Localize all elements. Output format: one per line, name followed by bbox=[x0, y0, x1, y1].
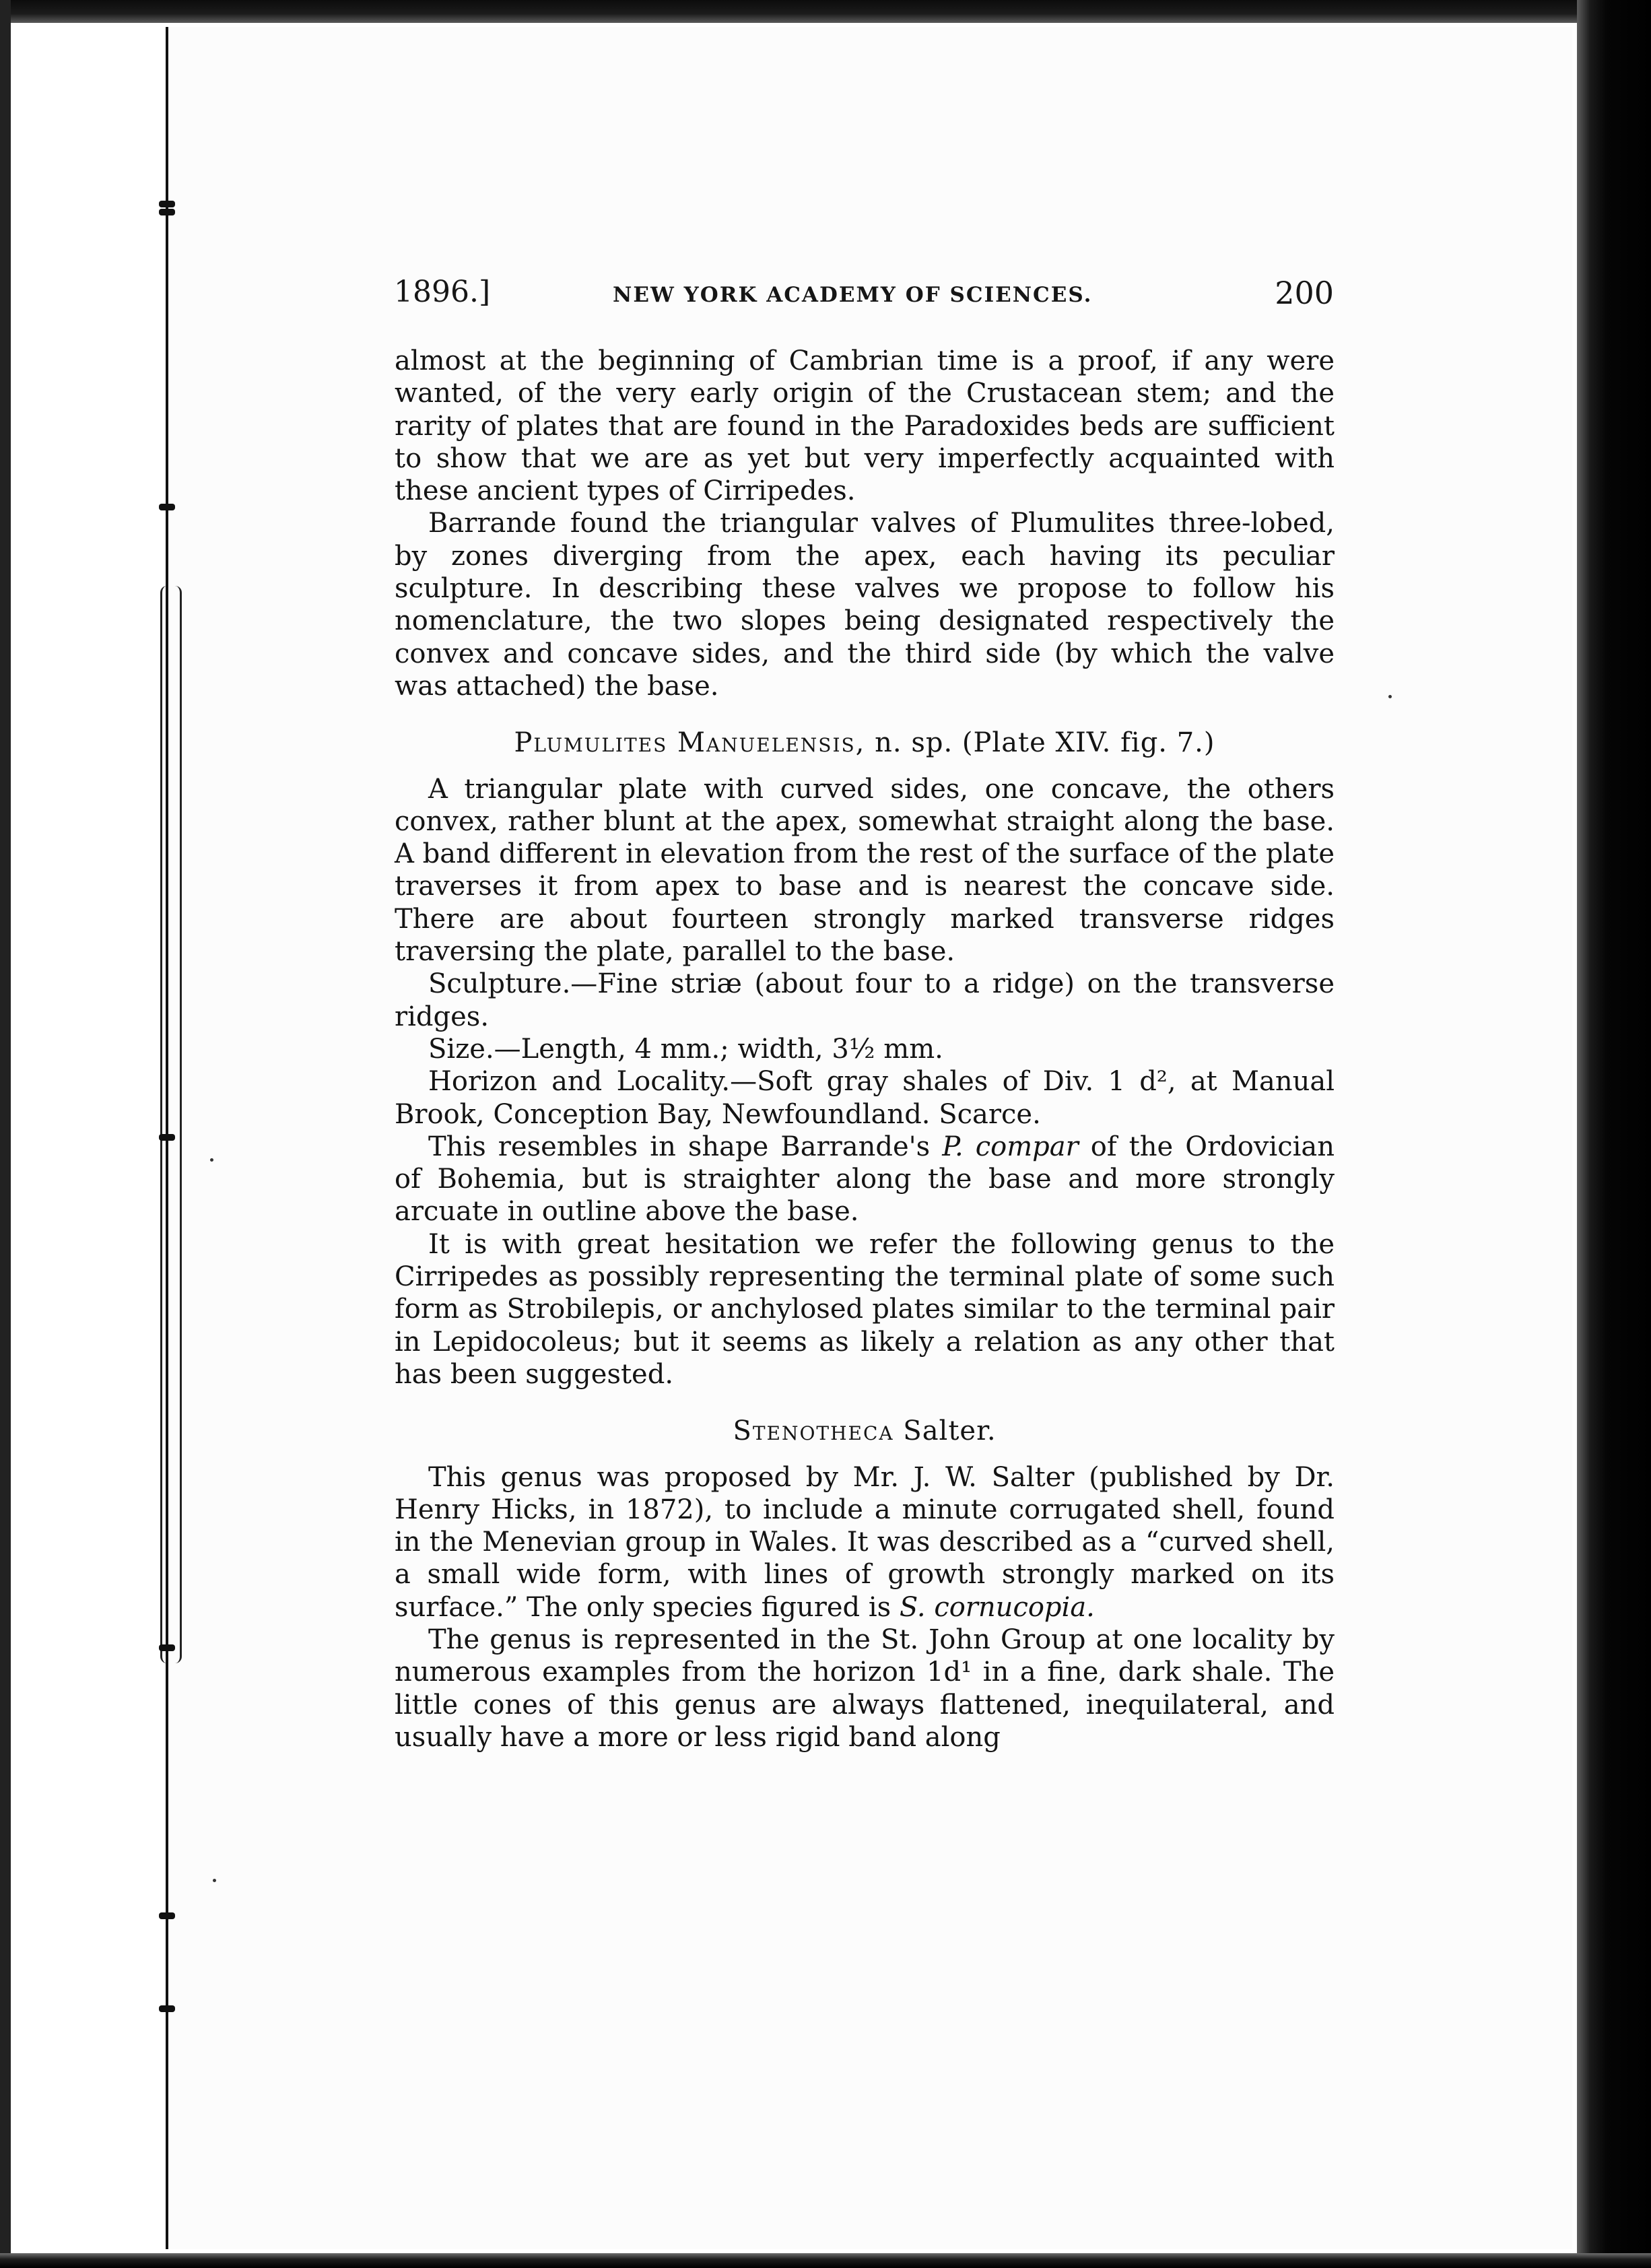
paragraph: A triangular plate with curved sides, one concave, the others convex, rather blunt at the apex, somewhat straight along the base. A band different in elevation from the rest of the surface of the plate traverses it from apex to base and is nearest the concave side. There are about fourteen strongly marked transverse ridges traversing the plate, parallel to the base. bbox=[395, 773, 1335, 968]
paper-speck bbox=[213, 1879, 216, 1882]
binding-stitch-mark bbox=[159, 504, 175, 510]
paragraph: almost at the beginning of Cambrian time is a proof, if any were wanted, of the very early origin of the Crustacean stem; and the rarity of plates that are found in the Paradoxides beds are sufficient to show that we are as yet but very imperfectly acquainted with these ancient types of Cirripedes. bbox=[395, 345, 1335, 507]
genus-heading bbox=[395, 1415, 1335, 1447]
paragraph: It is with great hesitation we refer the following genus to the Cirripedes as possibly representing the terminal plate of some such form as Strobilepis, or anchylosed plates similar to the terminal pair in Lepidocoleus; but it seems as likely a relation as any other that has been suggested. bbox=[395, 1228, 1335, 1390]
paragraph bbox=[395, 1461, 1335, 1624]
binding-stitch-mark bbox=[159, 2005, 175, 2012]
text-run: of the Ordovician of Bohemia, but is straighter along the base and more strongly arcuate in outline above the base. bbox=[395, 1131, 1335, 1228]
header-year: 1896.] bbox=[394, 275, 491, 309]
scan-edge-bottom bbox=[0, 2253, 1651, 2268]
italic-species: S. cornucopia. bbox=[899, 1591, 1095, 1623]
paragraph: Barrande found the triangular valves of Plumulites three-lobed, by zones diverging from the apex, each having its peculiar sculpture. In describing these valves we propose to follow his nomenclature, the two slopes being designated respectively the convex and concave sides, and the third side (by which the valve was attached) the base. bbox=[395, 508, 1335, 702]
header-journal-title: NEW YORK ACADEMY OF SCIENCES. bbox=[613, 283, 1093, 307]
species-name: Plumulites Manuelensis, bbox=[514, 727, 866, 759]
binding-thread bbox=[160, 586, 182, 1663]
binding-stitch-mark bbox=[159, 1134, 175, 1141]
article-body bbox=[395, 345, 1335, 1754]
species-plate-ref: n. sp. (Plate XIV. fig. 7.) bbox=[865, 727, 1215, 759]
species-heading bbox=[395, 727, 1335, 759]
genus-name: Stenotheca bbox=[733, 1415, 894, 1447]
binding-stitch-mark bbox=[159, 1644, 175, 1651]
scan-edge-right bbox=[1577, 0, 1651, 2268]
page-number: 200 bbox=[1275, 275, 1334, 311]
paper-speck bbox=[210, 1158, 213, 1162]
scan-edge-left bbox=[0, 0, 11, 2268]
binding-stitch-mark bbox=[159, 209, 175, 215]
genus-author: Salter. bbox=[894, 1415, 997, 1447]
text-run: This resembles in shape Barrande's bbox=[428, 1131, 943, 1162]
paragraph: Sculpture.—Fine striæ (about four to a ridge) on the transverse ridges. bbox=[395, 968, 1335, 1032]
text-run: This genus was proposed by Mr. J. W. Salter (published by Dr. Henry Hicks, in 1872), to include a minute corrugated shell, found in the Menevian group in Wales. It was described as a “curved shell, a small wide form, with lines of growth strongly marked on its surface.” The only species figured is bbox=[395, 1461, 1335, 1623]
binding-stitch-mark bbox=[159, 1912, 175, 1919]
italic-species: P. compar bbox=[942, 1131, 1079, 1162]
paragraph: The genus is represented in the St. John Group at one locality by numerous examples from the horizon 1d¹ in a fine, dark shale. The little cones of this genus are always flattened, inequilateral, and usually have a more or less rigid band along bbox=[395, 1624, 1335, 1753]
paragraph: Horizon and Locality.—Soft gray shales of Div. 1 d², at Manual Brook, Conception Bay, Newfoundland. Scarce. bbox=[395, 1066, 1335, 1130]
running-header bbox=[394, 275, 1337, 322]
paper-speck bbox=[1388, 695, 1392, 698]
scan-edge-top bbox=[0, 0, 1651, 23]
binding-stitch-mark bbox=[159, 201, 175, 207]
paragraph: Size.—Length, 4 mm.; width, 3½ mm. bbox=[428, 1033, 943, 1065]
paragraph bbox=[395, 1131, 1335, 1228]
